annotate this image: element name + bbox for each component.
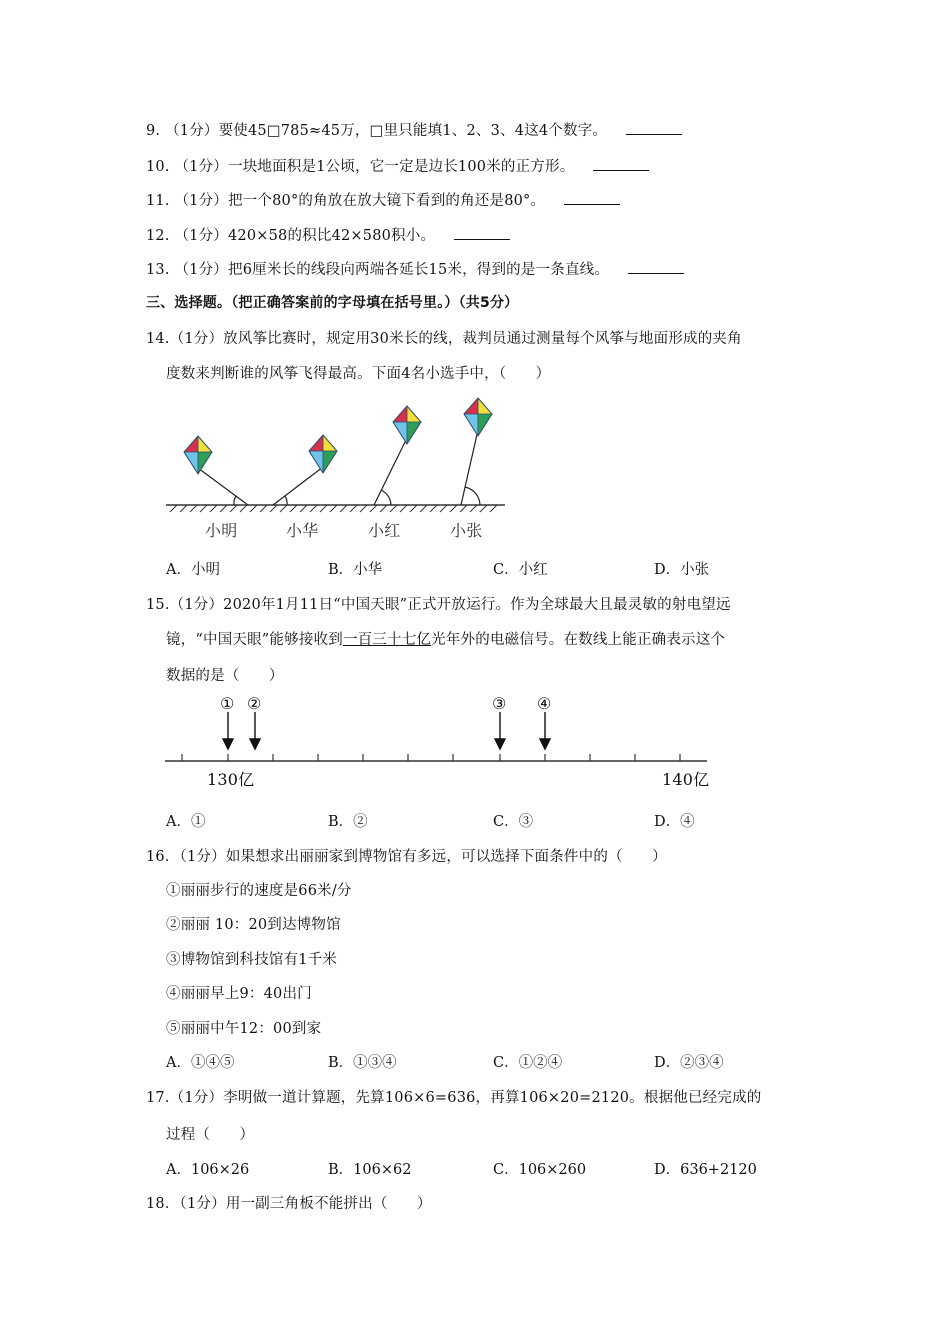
answer-blank[interactable] — [593, 158, 649, 171]
answer-blank[interactable] — [564, 192, 620, 205]
option-d[interactable]: D．小张 — [654, 562, 710, 578]
kite-icon — [393, 406, 421, 444]
question-18-line1: 18．（1分）用一副三角板不能拼出（ ） — [146, 1196, 432, 1212]
option-b[interactable]: B．106×62 — [328, 1162, 412, 1178]
condition-4: ④丽丽早上9：40出门 — [166, 986, 312, 1002]
question-number: 13. — [146, 262, 170, 278]
option-a[interactable]: A．①④⑤ — [166, 1055, 235, 1071]
condition-1: ①丽丽步行的速度是66米/分 — [166, 883, 352, 899]
option-d[interactable]: D．②③④ — [654, 1055, 724, 1071]
text: 光年外的电磁信号。在数线上能正确表示这个 — [431, 632, 726, 648]
question-12 — [146, 224, 510, 245]
answer-blank[interactable] — [454, 227, 510, 240]
question-text: （1分）要使45□785≈45万，□里只能填1、2、3、4这4个数字。 — [165, 123, 608, 139]
marker-3: ③ — [492, 694, 507, 713]
answer-blank[interactable] — [626, 122, 682, 135]
question-15-line1: 15.（1分）2020年1月11日“中国天眼”正式开放运行。作为全球最大且最灵敏的射电望远 — [146, 597, 731, 613]
question-10 — [146, 155, 649, 176]
option-b[interactable]: B．② — [328, 814, 368, 830]
option-d[interactable]: D．636+2120 — [654, 1162, 757, 1178]
option-a[interactable]: A．① — [166, 814, 206, 830]
option-a[interactable]: A．小明 — [166, 562, 220, 578]
kite-icon — [464, 398, 492, 436]
question-text: （1分）把6厘米长的线段向两端各延长15米，得到的是一条直线。 — [174, 262, 610, 278]
question-text: （1分）420×58的积比42×580积小。 — [174, 228, 436, 244]
numberline-end-label: 140亿 — [662, 770, 710, 789]
option-c[interactable]: C．106×260 — [493, 1162, 587, 1178]
question-text: （1分）把一个80°的角放在放大镜下看到的角还是80°。 — [174, 193, 546, 209]
question-text: （1分）一块地面积是1公顷，它一定是边长100米的正方形。 — [174, 159, 575, 175]
marker-4: ④ — [537, 694, 552, 713]
option-d[interactable]: D．④ — [654, 814, 695, 830]
kite-icon — [309, 435, 337, 473]
section-heading: 三、选择题。（把正确答案前的字母填在括号里。）（共5分） — [146, 295, 519, 311]
kite-icon — [184, 436, 212, 474]
option-c[interactable]: C．小红 — [493, 562, 548, 578]
question-17-line2: 过程（ ） — [166, 1127, 255, 1143]
question-14-line2: 度数来判断谁的风筝飞得最高。下面4名小选手中，（ ） — [166, 366, 551, 382]
underlined-number: 一百三十七亿 — [342, 632, 432, 648]
question-number: 9. — [146, 123, 161, 139]
question-14-line1: 14.（1分）放风筝比赛时，规定用30米长的线，裁判员通过测量每个风筝与地面形成的夹角 — [146, 331, 742, 347]
kite-label-xiaohong: 小红 — [368, 521, 401, 540]
numberline-start-label: 130亿 — [207, 770, 255, 789]
question-16-line1: 16．（1分）如果想求出丽丽家到博物馆有多远，可以选择下面条件中的（ ） — [146, 849, 667, 865]
option-a[interactable]: A．106×26 — [166, 1162, 250, 1178]
option-b[interactable]: B．①③④ — [328, 1055, 397, 1071]
question-17-line1: 17.（1分）李明做一道计算题，先算106×6=636，再算106×20=2120。根据他已经完成的 — [146, 1090, 762, 1106]
question-number: 12. — [146, 228, 170, 244]
condition-5: ⑤丽丽中午12：00到家 — [166, 1021, 322, 1037]
option-b[interactable]: B．小华 — [328, 562, 383, 578]
option-c[interactable]: C．③ — [493, 814, 534, 830]
kite-label-xiaozhang: 小张 — [450, 521, 483, 540]
question-13 — [146, 258, 684, 279]
number-line — [160, 690, 720, 765]
question-number: 10. — [146, 159, 170, 175]
question-9 — [146, 119, 682, 140]
question-15-line2 — [166, 628, 725, 649]
question-number: 11. — [146, 193, 170, 209]
question-11 — [146, 189, 620, 210]
option-c[interactable]: C．①②④ — [493, 1055, 563, 1071]
kite-label-xiaohua: 小华 — [286, 521, 319, 540]
answer-blank[interactable] — [628, 261, 684, 274]
question-15-line3: 数据的是（ ） — [166, 668, 284, 684]
condition-3: ③博物馆到科技馆有1千米 — [166, 952, 338, 968]
marker-1: ① — [220, 694, 235, 713]
kite-label-xiaoming: 小明 — [205, 521, 238, 540]
condition-2: ②丽丽 10：20到达博物馆 — [166, 917, 341, 933]
text: 镜，“中国天眼”能够接收到 — [166, 632, 343, 648]
marker-2: ② — [247, 694, 262, 713]
